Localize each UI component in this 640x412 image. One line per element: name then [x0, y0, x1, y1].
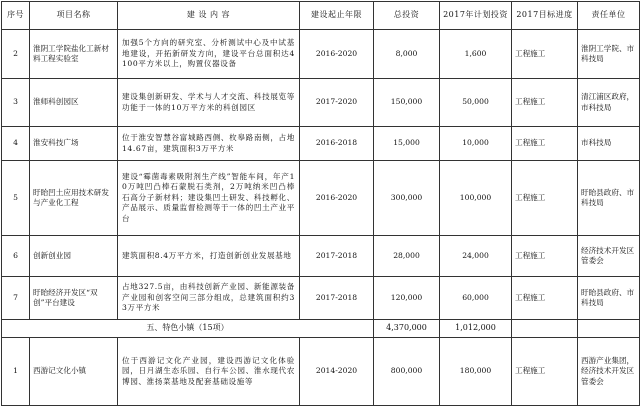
row-target: 工程施工 [512, 127, 578, 161]
row-total: 8,000 [374, 30, 440, 79]
row-period: 2016-2020 [300, 161, 374, 236]
table-row [2, 338, 640, 406]
header-target: 2017目标进度 [512, 2, 578, 30]
row-plan: 60,000 [440, 277, 512, 320]
header-name: 项目名称 [30, 2, 118, 30]
header-plan: 2017年计划投资 [440, 2, 512, 30]
project-table [1, 1, 640, 406]
section-label: 五、特色小镇（15项） [2, 320, 374, 338]
row-seq: 7 [2, 277, 30, 320]
row-period: 2017-2018 [300, 236, 374, 277]
row-content: 建设“霉菌毒素吸附剂生产线”智能车间，年产10万吨凹凸棒石蒙脱石类剂，2万吨纳米凹凸棒石高分子新材料；建设集凹土研发、科技孵化、产品展示、质量监督检测等于一体的凹土产业平台 [118, 161, 300, 236]
row-content: 建筑面积8.4万平方米，打造创新创业发展基地 [118, 236, 300, 277]
row-target: 工程施工 [512, 79, 578, 127]
header-seq: 序号 [2, 2, 30, 30]
section-row [2, 320, 640, 338]
row-plan: 50,000 [440, 79, 512, 127]
row-plan: 180,000 [440, 338, 512, 406]
row-total: 300,000 [374, 161, 440, 236]
row-content: 位于淮安智慧谷富城路西侧、枚皋路南侧，占地14.67亩，建筑面积3万平方米 [118, 127, 300, 161]
row-unit: 盱眙县政府、市科技局 [578, 161, 640, 236]
row-name: 淮师科创园区 [30, 79, 118, 127]
table-row [2, 79, 640, 127]
row-seq: 3 [2, 79, 30, 127]
row-plan: 1,600 [440, 30, 512, 79]
row-seq: 5 [2, 161, 30, 236]
row-name: 西游记文化小镇 [30, 338, 118, 406]
row-seq: 6 [2, 236, 30, 277]
table-row [2, 277, 640, 320]
table-row [2, 236, 640, 277]
row-target: 工程施工 [512, 338, 578, 406]
row-total: 15,000 [374, 127, 440, 161]
table-row [2, 30, 640, 79]
row-total: 150,000 [374, 79, 440, 127]
row-unit: 淮阴工学院、市科技局 [578, 30, 640, 79]
section-plan: 1,012,000 [440, 320, 512, 338]
header-unit: 责任单位 [578, 2, 640, 30]
row-plan: 24,000 [440, 236, 512, 277]
row-target: 工程施工 [512, 277, 578, 320]
header-content: 建 设 内 容 [118, 2, 300, 30]
row-period: 2016-2020 [300, 30, 374, 79]
row-unit: 西游产业集团，经济技术开发区管委会 [578, 338, 640, 406]
row-name: 淮阴工学院盐化工新材料工程实验室 [30, 30, 118, 79]
row-target: 工程施工 [512, 161, 578, 236]
row-seq: 2 [2, 30, 30, 79]
row-name: 淮安科技广场 [30, 127, 118, 161]
row-period: 2014-2020 [300, 338, 374, 406]
row-seq: 1 [2, 338, 30, 406]
row-unit: 经济技术开发区管委会 [578, 236, 640, 277]
row-plan: 10,000 [440, 127, 512, 161]
row-target: 工程施工 [512, 30, 578, 79]
row-unit: 清江浦区政府，市科技局 [578, 79, 640, 127]
header-period: 建设起止年限 [300, 2, 374, 30]
row-content: 建设集创新研发、学术与人才交流、科技展览等功能于一体的10万平方米的科创园区 [118, 79, 300, 127]
table-row [2, 161, 640, 236]
row-target: 工程施工 [512, 236, 578, 277]
row-plan: 100,000 [440, 161, 512, 236]
row-total: 120,000 [374, 277, 440, 320]
row-period: 2016-2018 [300, 127, 374, 161]
table-row [2, 127, 640, 161]
row-unit: 盱眙县政府、市科技局 [578, 277, 640, 320]
row-seq: 4 [2, 127, 30, 161]
row-content: 加强5个方向的研究室、分析测试中心及中试基地建设，开拓新研发方向，建设平台总面积达4100平方米以上，购置仪器设备 [118, 30, 300, 79]
row-unit: 市科技局 [578, 127, 640, 161]
section-total: 4,370,000 [374, 320, 440, 338]
section-empty-target [512, 320, 578, 338]
row-content: 占地327.5亩，由科技创新产业园、新能源装备产业园和创客空间三部分组成，总建筑面积约33万平方米 [118, 277, 300, 320]
row-total: 28,000 [374, 236, 440, 277]
header-row [2, 2, 640, 30]
row-name: 创新创业园 [30, 236, 118, 277]
section-empty-unit [578, 320, 640, 338]
row-content: 位于西游记文化产业园，建设西游记文化体验园，日月湖生态乐园、自行车公园、淮水现代农博园、淮扬菜基地及配套基础设施等 [118, 338, 300, 406]
project-table-page [1, 1, 639, 410]
row-period: 2017-2018 [300, 277, 374, 320]
row-name: 盱眙凹土应用技术研发与产业化工程 [30, 161, 118, 236]
row-period: 2017-2020 [300, 79, 374, 127]
row-total: 800,000 [374, 338, 440, 406]
header-total: 总投资 [374, 2, 440, 30]
row-name: 盱眙经济开发区“双创”平台建设 [30, 277, 118, 320]
